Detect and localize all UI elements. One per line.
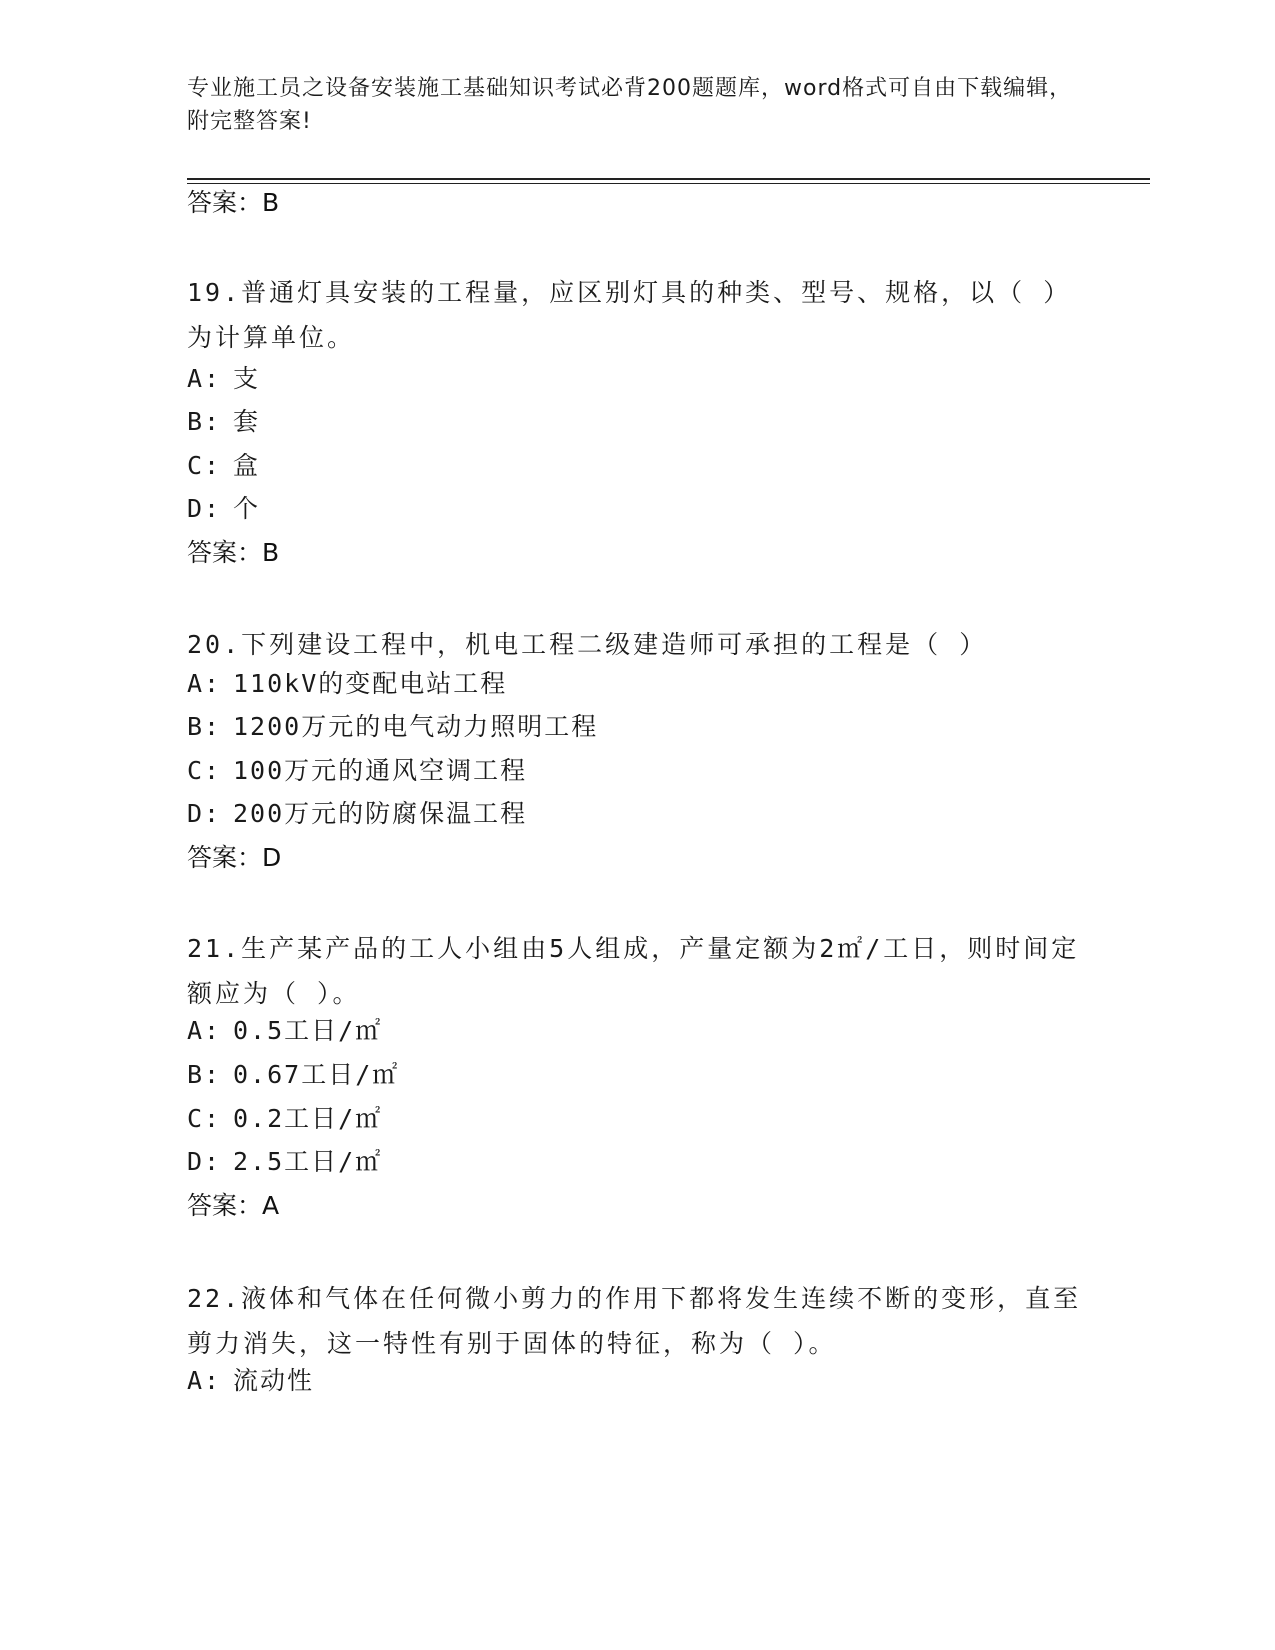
answer-line: 答案：B bbox=[187, 538, 280, 567]
option-d bbox=[187, 1147, 382, 1177]
option-a bbox=[187, 364, 260, 394]
option-a bbox=[187, 669, 507, 699]
option-text: 110kV的变配电站工程 bbox=[233, 669, 508, 698]
question-text: 22.液体和气体在任何微小剪力的作用下都将发生连续不断的变形，直至剪力消失，这一特性有别于固体的特征，称为（ ）。 bbox=[187, 1284, 1082, 1358]
option-text: 盒 bbox=[233, 451, 261, 480]
document-header: 专业施工员之设备安装施工基础知识考试必背200题题库，word格式可自由下载编辑，附完整答案! bbox=[187, 76, 1073, 134]
option-b bbox=[187, 407, 260, 437]
option-c bbox=[187, 756, 527, 786]
option-text: 1200万元的电气动力照明工程 bbox=[233, 712, 599, 741]
answer-line: 答案：A bbox=[187, 1191, 280, 1220]
option-label: A: bbox=[187, 1366, 222, 1395]
option-label: C: bbox=[187, 1104, 222, 1133]
question-text: 21.生产某产品的工人小组由5人组成，产量定额为2㎡/工日，则时间定额应为（ ）。 bbox=[187, 934, 1080, 1008]
option-label: B: bbox=[187, 1060, 222, 1089]
option-label: A: bbox=[187, 669, 222, 698]
option-d bbox=[187, 799, 527, 829]
option-label: D: bbox=[187, 494, 222, 523]
option-text: 个 bbox=[233, 494, 261, 523]
option-label: D: bbox=[187, 799, 222, 828]
option-label: C: bbox=[187, 756, 222, 785]
option-c bbox=[187, 451, 260, 481]
option-text: 2.5工日/㎡ bbox=[233, 1147, 383, 1176]
header-divider-thick bbox=[187, 178, 1150, 180]
option-text: 0.2工日/㎡ bbox=[233, 1104, 383, 1133]
option-b bbox=[187, 1060, 399, 1090]
answer-line: 答案：D bbox=[187, 843, 282, 872]
option-a bbox=[187, 1366, 314, 1396]
option-text: 0.5工日/㎡ bbox=[233, 1016, 383, 1045]
option-text: 0.67工日/㎡ bbox=[233, 1060, 400, 1089]
option-c bbox=[187, 1104, 382, 1134]
option-label: A: bbox=[187, 1016, 222, 1045]
option-b bbox=[187, 712, 598, 742]
answer-line: 答案：B bbox=[187, 188, 280, 217]
option-label: A: bbox=[187, 364, 222, 393]
option-label: B: bbox=[187, 712, 222, 741]
option-text: 套 bbox=[233, 407, 261, 436]
question-text: 20.下列建设工程中，机电工程二级建造师可承担的工程是（ ） bbox=[187, 630, 988, 659]
option-label: B: bbox=[187, 407, 222, 436]
option-text: 支 bbox=[233, 364, 261, 393]
option-a bbox=[187, 1016, 382, 1046]
option-text: 200万元的防腐保温工程 bbox=[233, 799, 528, 828]
option-text: 100万元的通风空调工程 bbox=[233, 756, 528, 785]
option-d bbox=[187, 494, 260, 524]
option-text: 流动性 bbox=[233, 1366, 315, 1395]
header-divider-thin bbox=[187, 183, 1150, 184]
question-text: 19.普通灯具安装的工程量，应区别灯具的种类、型号、规格，以（ ）为计算单位。 bbox=[187, 278, 1072, 352]
option-label: C: bbox=[187, 451, 222, 480]
option-label: D: bbox=[187, 1147, 222, 1176]
